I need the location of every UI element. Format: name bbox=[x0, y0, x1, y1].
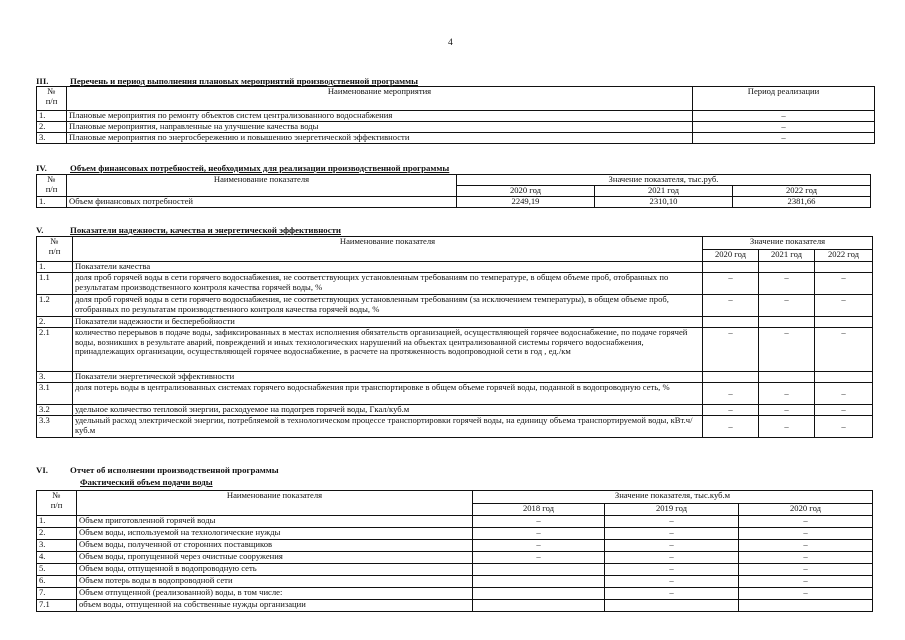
row-value-2: – bbox=[605, 588, 739, 600]
section-5-heading bbox=[36, 226, 341, 236]
header-year-3: 2022 год bbox=[815, 250, 873, 262]
row-name: Объем финансовых потребностей bbox=[67, 197, 457, 208]
table-header-row bbox=[37, 175, 871, 186]
row-no: 7.1 bbox=[37, 600, 77, 612]
row-name: объем воды, отпущенной на собственные нужды организации bbox=[77, 600, 473, 612]
row-value-3: – bbox=[739, 552, 873, 564]
table-row bbox=[37, 111, 875, 122]
section-3-number: III. bbox=[36, 76, 49, 86]
row-value-1 bbox=[703, 262, 759, 273]
row-value-2: – bbox=[759, 405, 815, 416]
section-6-table bbox=[36, 490, 873, 612]
table-row bbox=[37, 133, 875, 144]
header-name: Наименование показателя bbox=[77, 491, 473, 516]
header-name: Наименование показателя bbox=[67, 175, 457, 197]
table-row bbox=[37, 540, 873, 552]
header-no: № п/п bbox=[37, 87, 67, 111]
row-name: удельный расход электрической энергии, потребляемой в технологическом процессе транспортировки горячей воды, на единицу объема транспортируемой воды, кВт.ч/куб.м bbox=[73, 416, 703, 438]
row-period: – bbox=[693, 111, 875, 122]
row-no: 3. bbox=[37, 540, 77, 552]
table-row bbox=[37, 383, 873, 405]
row-value-1: – bbox=[703, 416, 759, 438]
header-value: Значение показателя bbox=[703, 237, 873, 250]
section-5-number: V. bbox=[36, 225, 44, 235]
row-name: доля проб горячей воды в сети горячего водоснабжения, не соответствующих установленным требованиям (за исключением температуры), в общем объеме проб, отобранных по результатам производственного контроля качества горячей воды, % bbox=[73, 295, 703, 317]
row-name: Объем приготовленной горячей воды bbox=[77, 516, 473, 528]
row-value-3 bbox=[815, 262, 873, 273]
row-no: 1. bbox=[37, 197, 67, 208]
row-value-1 bbox=[473, 564, 605, 576]
table-row bbox=[37, 262, 873, 273]
row-value-2: – bbox=[759, 416, 815, 438]
row-name: доля потерь воды в централизованных системах горячего водоснабжения при транспортировке в общем объеме горячей воды, поданной в водопроводную сеть, % bbox=[73, 383, 703, 405]
table-row bbox=[37, 197, 871, 208]
row-value-1 bbox=[703, 317, 759, 328]
row-value-2 bbox=[759, 372, 815, 383]
header-no: № п/п bbox=[37, 237, 73, 262]
row-no: 3. bbox=[37, 133, 67, 144]
row-value-1: – bbox=[703, 383, 759, 405]
row-value-3: – bbox=[739, 564, 873, 576]
row-value-3: – bbox=[739, 516, 873, 528]
row-value-3: – bbox=[739, 588, 873, 600]
row-no: 1. bbox=[37, 262, 73, 273]
row-value-1 bbox=[703, 372, 759, 383]
row-no: 1. bbox=[37, 516, 77, 528]
section-6-subtitle: Фактический объем подачи воды bbox=[80, 477, 213, 487]
row-value-1: – bbox=[703, 295, 759, 317]
row-no: 6. bbox=[37, 576, 77, 588]
row-no: 2. bbox=[37, 317, 73, 328]
row-value-1: – bbox=[473, 540, 605, 552]
row-value-3: – bbox=[815, 416, 873, 438]
table-row bbox=[37, 552, 873, 564]
row-value-3: – bbox=[739, 576, 873, 588]
header-no: № п/п bbox=[37, 175, 67, 197]
row-value-3: – bbox=[739, 540, 873, 552]
row-value-1: 2249,19 bbox=[457, 197, 595, 208]
row-no: 3.2 bbox=[37, 405, 73, 416]
row-name: Объем воды, отпущенной в водопроводную сеть bbox=[77, 564, 473, 576]
table-row bbox=[37, 600, 873, 612]
table-row bbox=[37, 516, 873, 528]
row-value-3: – bbox=[815, 295, 873, 317]
row-no: 3. bbox=[37, 372, 73, 383]
header-year-2: 2019 год bbox=[605, 504, 739, 516]
table-row bbox=[37, 576, 873, 588]
page-number: 4 bbox=[448, 38, 453, 48]
table-row bbox=[37, 564, 873, 576]
row-name: Объем потерь воды в водопроводной сети bbox=[77, 576, 473, 588]
row-period: – bbox=[693, 122, 875, 133]
row-value-2: – bbox=[605, 564, 739, 576]
row-no: 1.1 bbox=[37, 273, 73, 295]
row-name: Плановые мероприятия по ремонту объектов систем централизованного водоснабжения bbox=[67, 111, 693, 122]
row-value-2: – bbox=[605, 552, 739, 564]
row-name: Показатели качества bbox=[73, 262, 703, 273]
row-no: 3.3 bbox=[37, 416, 73, 438]
row-name: доля проб горячей воды в сети горячего водоснабжения, не соответствующих установленным требованиям по температуре, в общем объеме проб, отобранных по результатам производственного контроля качества горячей воды, % bbox=[73, 273, 703, 295]
row-value-2 bbox=[759, 262, 815, 273]
row-value-1: – bbox=[703, 273, 759, 295]
row-value-2 bbox=[605, 600, 739, 612]
row-value-2: – bbox=[759, 328, 815, 372]
row-name: количество перерывов в подаче воды, зафиксированных в местах исполнения обязательств организацией, осуществляющей горячее водоснабжение, по подаче горячей воды, возникших в результате аварий, повреждений и иных технологических нарушений на объектах централизованной системы горячего водоснабжения, принадлежащих организации, осуществляющей горячее водоснабжение, в расчете на протяженность водопроводной сети в год , ед./км bbox=[73, 328, 703, 372]
section-4-title: Объем финансовых потребностей, необходимых для реализации производственной программы bbox=[70, 163, 450, 173]
row-name: Показатели надежности и бесперебойности bbox=[73, 317, 703, 328]
row-value-3 bbox=[815, 372, 873, 383]
row-value-3: 2381,66 bbox=[733, 197, 871, 208]
row-value-3: – bbox=[815, 383, 873, 405]
table-row bbox=[37, 328, 873, 372]
section-5-table bbox=[36, 236, 873, 438]
row-value-3: – bbox=[815, 328, 873, 372]
row-value-1: – bbox=[703, 405, 759, 416]
row-value-2: – bbox=[605, 528, 739, 540]
table-header-row bbox=[37, 87, 875, 111]
row-value-2: – bbox=[759, 295, 815, 317]
row-no: 4. bbox=[37, 552, 77, 564]
row-no: 2.1 bbox=[37, 328, 73, 372]
row-value-2: – bbox=[605, 516, 739, 528]
section-6-number: VI. bbox=[36, 465, 48, 475]
row-value-3: – bbox=[815, 405, 873, 416]
row-value-1: – bbox=[473, 552, 605, 564]
row-value-3: – bbox=[739, 528, 873, 540]
row-value-2: – bbox=[759, 273, 815, 295]
row-value-2: – bbox=[605, 540, 739, 552]
row-value-1: – bbox=[473, 516, 605, 528]
header-period: Период реализации bbox=[693, 87, 875, 111]
row-value-3 bbox=[739, 600, 873, 612]
header-year-2: 2021 год bbox=[759, 250, 815, 262]
table-row bbox=[37, 273, 873, 295]
table-row bbox=[37, 295, 873, 317]
header-name: Наименование мероприятия bbox=[67, 87, 693, 111]
row-name: Плановые мероприятия, направленные на улучшение качества воды bbox=[67, 122, 693, 133]
header-year-1: 2018 год bbox=[473, 504, 605, 516]
header-value: Значение показателя, тыс.руб. bbox=[457, 175, 871, 186]
section-4-heading bbox=[36, 164, 449, 174]
section-4-table bbox=[36, 174, 871, 208]
row-value-2: 2310,10 bbox=[595, 197, 733, 208]
row-name: Объем воды, пропущенной через очистные сооружения bbox=[77, 552, 473, 564]
row-no: 2. bbox=[37, 122, 67, 133]
row-no: 7. bbox=[37, 588, 77, 600]
row-name: Показатели энергетической эффективности bbox=[73, 372, 703, 383]
row-no: 1. bbox=[37, 111, 67, 122]
section-6-title: Отчет об исполнении производственной программы bbox=[70, 465, 279, 475]
row-no: 1.2 bbox=[37, 295, 73, 317]
row-no: 5. bbox=[37, 564, 77, 576]
section-5-title: Показатели надежности, качества и энергетической эффективности bbox=[70, 225, 341, 235]
section-3-title: Перечень и период выполнения плановых мероприятий производственной программы bbox=[70, 76, 419, 86]
table-header-row bbox=[37, 491, 873, 504]
row-value-1: – bbox=[703, 328, 759, 372]
row-no: 2. bbox=[37, 528, 77, 540]
header-no: № п/п bbox=[37, 491, 77, 516]
header-year-3: 2020 год bbox=[739, 504, 873, 516]
row-name: Объем воды, полученной от сторонних поставщиков bbox=[77, 540, 473, 552]
row-name: удельное количество тепловой энергии, расходуемое на подогрев горячей воды, Гкал/куб.м bbox=[73, 405, 703, 416]
row-value-2: – bbox=[605, 576, 739, 588]
row-name: Плановые мероприятия по энергосбережению и повышению энергетической эффективности bbox=[67, 133, 693, 144]
table-row bbox=[37, 317, 873, 328]
table-row bbox=[37, 588, 873, 600]
table-row bbox=[37, 416, 873, 438]
table-row bbox=[37, 122, 875, 133]
row-value-2: – bbox=[759, 383, 815, 405]
header-year-2: 2021 год bbox=[595, 186, 733, 197]
row-value-1 bbox=[473, 576, 605, 588]
row-name: Объем воды, используемой на технологические нужды bbox=[77, 528, 473, 540]
table-header-row bbox=[37, 237, 873, 250]
header-year-1: 2020 год bbox=[457, 186, 595, 197]
row-period: – bbox=[693, 133, 875, 144]
table-row bbox=[37, 528, 873, 540]
section-3-table bbox=[36, 86, 875, 144]
header-year-3: 2022 год bbox=[733, 186, 871, 197]
table-row bbox=[37, 372, 873, 383]
row-no: 3.1 bbox=[37, 383, 73, 405]
header-name: Наименование показателя bbox=[73, 237, 703, 262]
header-year-1: 2020 год bbox=[703, 250, 759, 262]
row-name: Объем отпущенной (реализованной) воды, в том числе: bbox=[77, 588, 473, 600]
row-value-2 bbox=[759, 317, 815, 328]
header-value: Значение показателя, тыс.куб.м bbox=[473, 491, 873, 504]
row-value-1 bbox=[473, 588, 605, 600]
row-value-1: – bbox=[473, 528, 605, 540]
section-4-number: IV. bbox=[36, 163, 47, 173]
row-value-3: – bbox=[815, 273, 873, 295]
section-6-heading bbox=[36, 466, 279, 476]
table-row bbox=[37, 405, 873, 416]
row-value-1 bbox=[473, 600, 605, 612]
row-value-3 bbox=[815, 317, 873, 328]
